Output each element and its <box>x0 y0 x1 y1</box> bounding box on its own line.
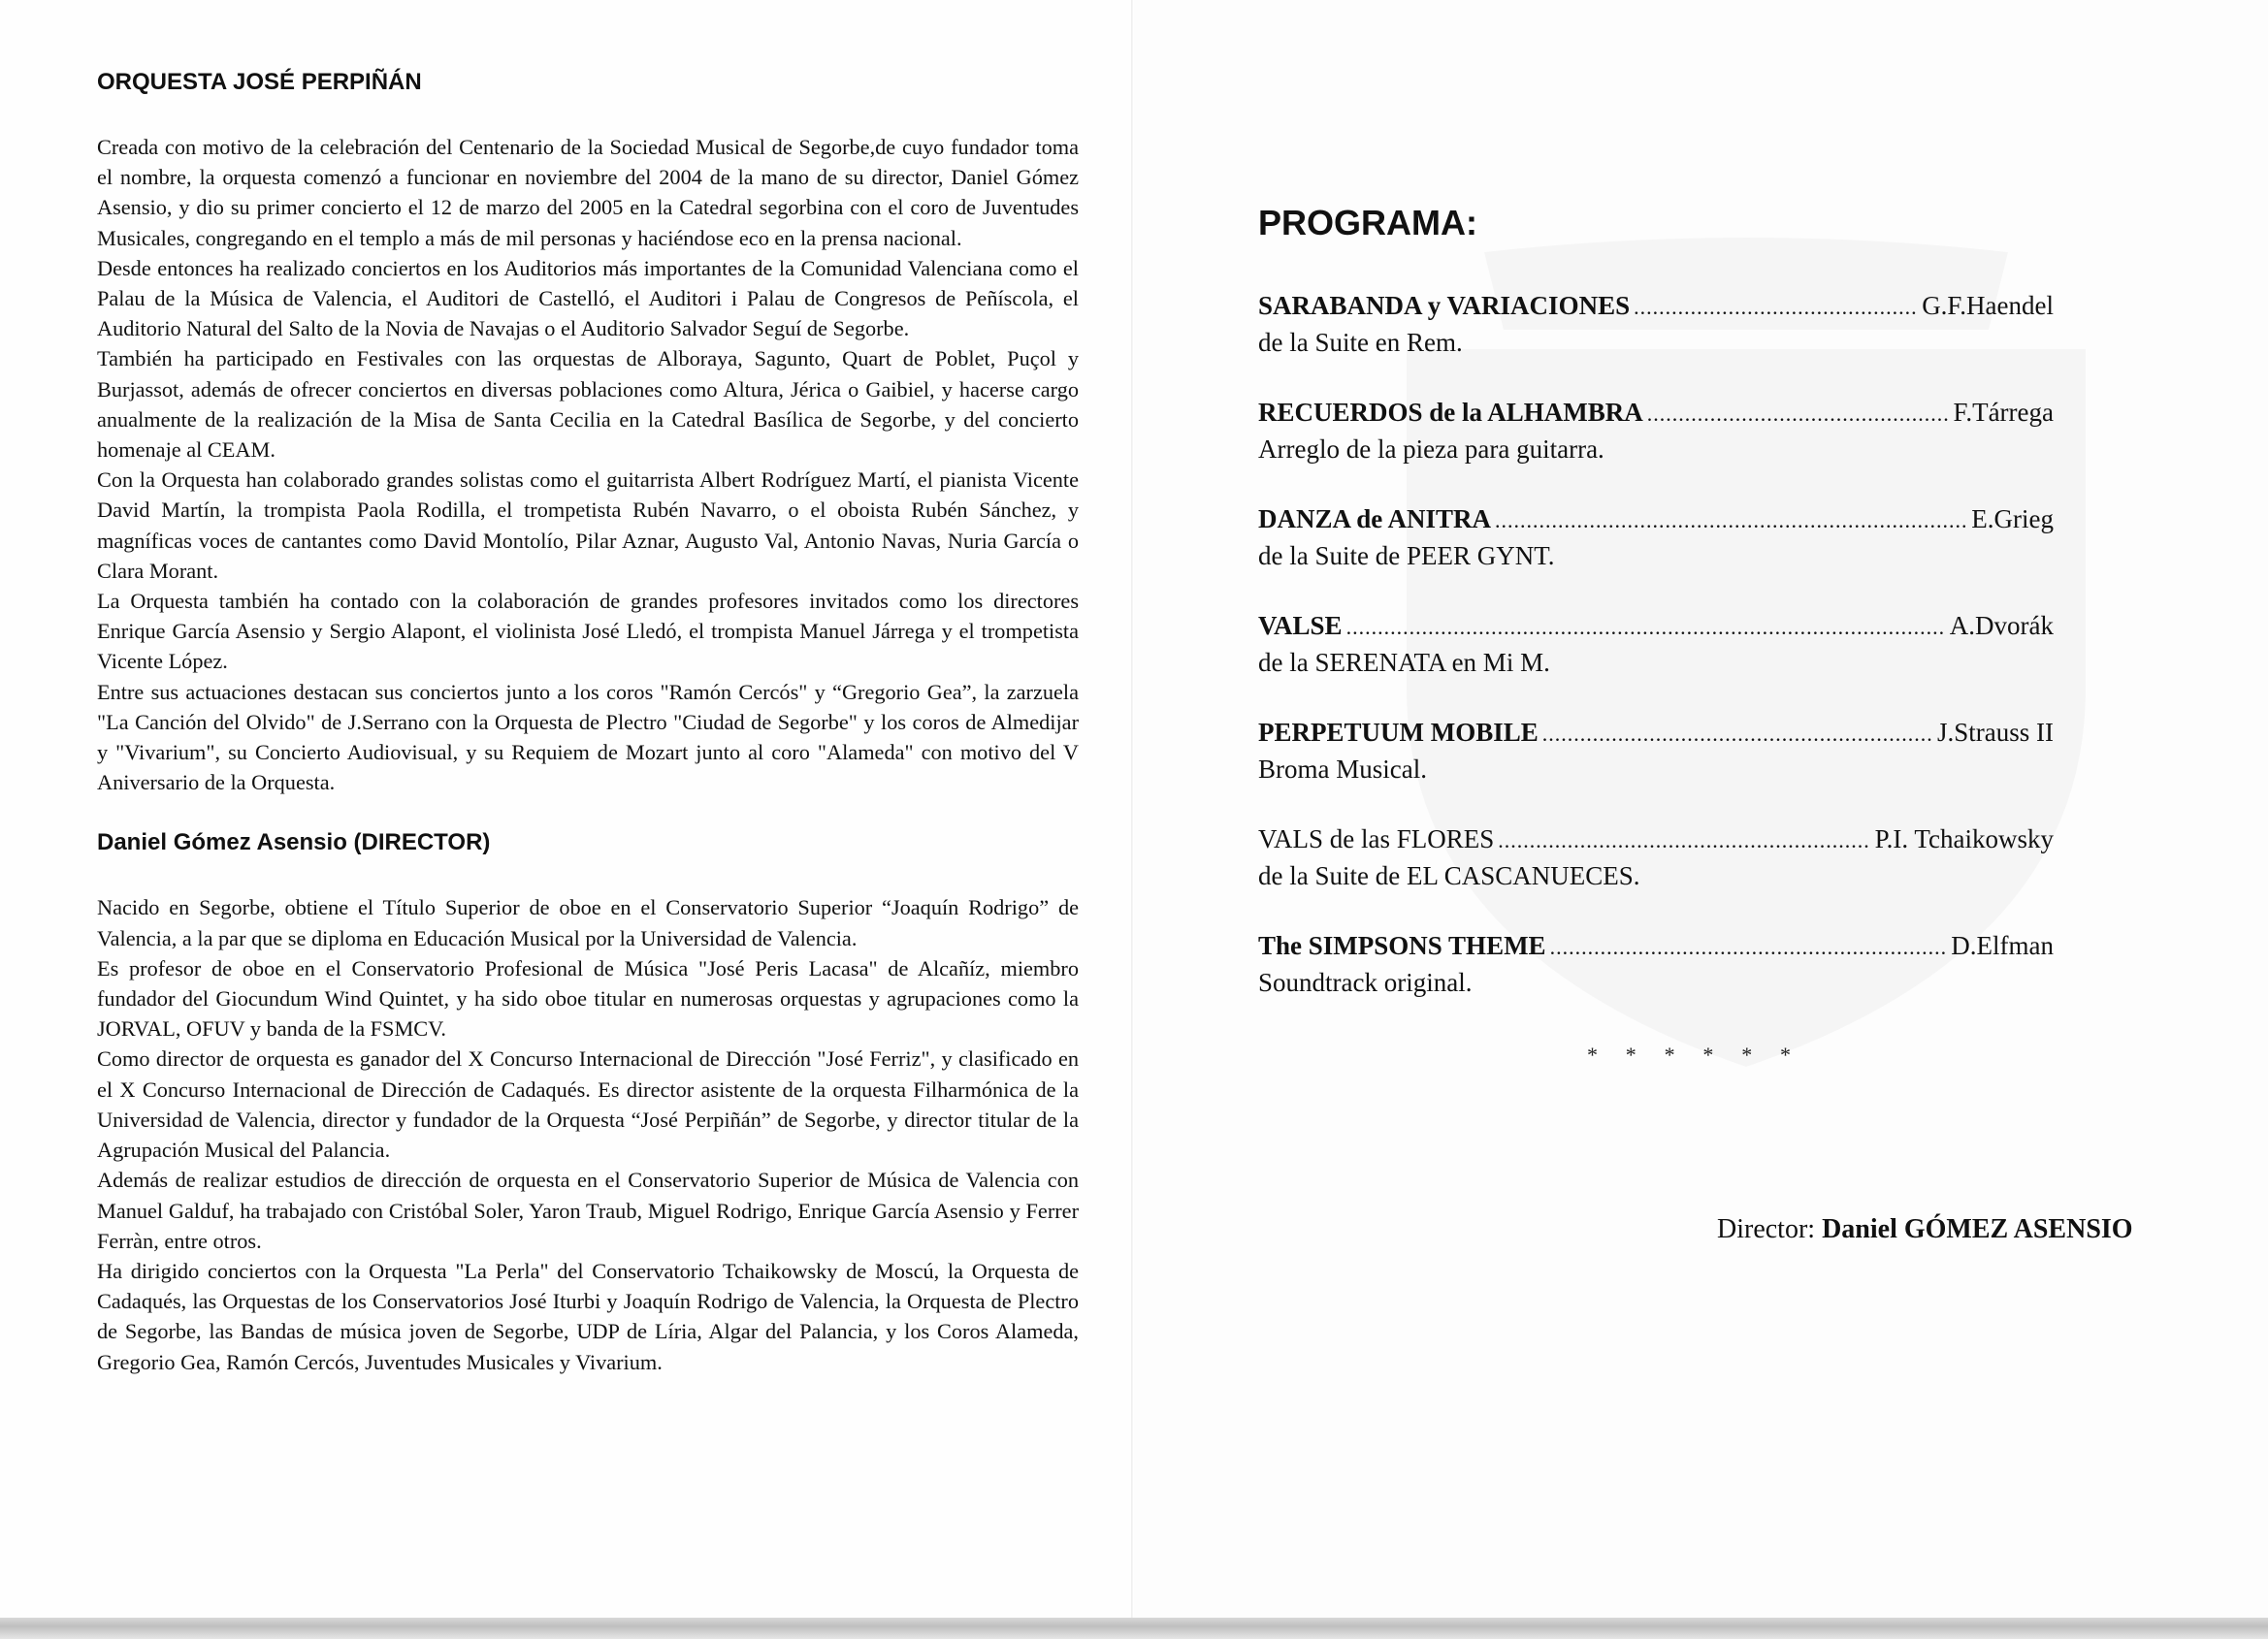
director-paragraph: Ha dirigido conciertos con la Orquesta "La Perla" del Conservatorio Tchaikowsky de Moscú, la Orquesta de Cadaqués, las Orquestas de los Conservatorios José Iturbi y Joaquín Rodrigo de Valencia, la Orquesta de Plectro de Segorbe, las Bandas de música joven de Segorbe, UDP de Líria, Algar del Palancia, y los Coros Alameda, Gregorio Gea, Ramón Cercós, Juventudes Musicales y Vivarium. <box>97 1258 1079 1374</box>
star-icon: * <box>1587 1043 1598 1067</box>
piece-title: PERPETUUM MOBILE <box>1258 718 1539 747</box>
piece-title: The SIMPSONS THEME <box>1258 931 1546 960</box>
leader-dots <box>1495 503 1967 538</box>
star-icon: * <box>1664 1043 1675 1067</box>
orchestra-heading: ORQUESTA JOSÉ PERPIÑÁN <box>97 69 422 95</box>
program-item <box>1258 928 2054 1000</box>
director-bio <box>97 892 1079 1376</box>
star-separator <box>1587 1043 1791 1068</box>
composer: D.Elfman <box>1951 931 2054 960</box>
program-item <box>1258 395 2054 466</box>
composer: J.Strauss II <box>1937 718 2054 747</box>
composer: P.I. Tchaikowsky <box>1874 824 2054 853</box>
piece-description: de la Suite en Rem. <box>1258 328 1463 357</box>
leader-dots <box>1647 397 1950 432</box>
orchestra-paragraph: Creada con motivo de la celebración del Centenario de la Sociedad Musical de Segorbe,de cuyo fundador toma el nombre, la orquesta comenzó a funcionar en noviembre del 2004 de la mano de su director, Daniel Gómez Asensio, y dio su primer concierto el 12 de marzo del 2005 en la Catedral segorbina con el coro de Juventudes Musicales, congregando en el templo a más de mil personas y haciéndose eco en la prensa nacional. <box>97 135 1079 250</box>
piece-description: Soundtrack original. <box>1258 968 1473 997</box>
piece-description: Arreglo de la pieza para guitarra. <box>1258 434 1604 464</box>
leader-dots <box>1498 823 1870 858</box>
piece-title: RECUERDOS de la ALHAMBRA <box>1258 398 1643 427</box>
composer: A.Dvorák <box>1949 611 2054 640</box>
programa-column <box>1258 199 2180 1035</box>
program-item <box>1258 715 2054 787</box>
star-icon: * <box>1741 1043 1753 1067</box>
piece-title: DANZA de ANITRA <box>1258 504 1492 533</box>
star-icon: * <box>1779 1043 1791 1067</box>
director-label: Director: <box>1717 1214 1816 1244</box>
director-paragraph: Es profesor de oboe en el Conservatorio Profesional de Música "José Peris Lacasa" de Alcañíz, miembro fundador del Giocundum Wind Quintet, y ha sido oboe titular en numerosas orquestas y agrupaciones como la JORVAL, OFUV y banda de la FSMCV. <box>97 955 1079 1042</box>
program-item <box>1258 501 2054 573</box>
orchestra-paragraph: Entre sus actuaciones destacan sus conciertos junto a los coros "Ramón Cercós" y “Gregorio Gea”, la zarzuela "La Canción del Olvido" de J.Serrano con la Orquesta de Plectro "Ciudad de Segorbe" y los coros de Almedijar y "Vivarium", su Concierto Audiovisual, y su Requiem de Mozart junto al coro "Alameda" con motivo del V Aniversario de la Orquesta. <box>97 679 1079 795</box>
piece-title: VALS de las FLORES <box>1258 824 1495 853</box>
orchestra-paragraph: También ha participado en Festivales con las orquestas de Alboraya, Sagunto, Quart de Poblet, Puçol y Burjassot, además de ofrecer conciertos en diversas poblaciones como Altura, Jérica o Gaibiel, y hacerse cargo anualmente de la realización de la Misa de Santa Cecilia en la Catedral Basílica de Segorbe, y del concierto homenaje al CEAM. <box>97 346 1079 463</box>
piece-description: de la Suite de EL CASCANUECES. <box>1258 861 1640 890</box>
leader-dots <box>1550 930 1948 965</box>
orchestra-paragraph: Desde entonces ha realizado conciertos en los Auditorios más importantes de la Comunidad Valenciana como el Palau de la Música de Valencia, el Auditori de Castelló, el Auditori i Palau de Congresos de Peñíscola, el Auditorio Natural del Salto de la Novia de Navajas o el Auditorio Salvador Seguí de Segorbe. <box>97 255 1079 341</box>
composer: F.Tárrega <box>1953 398 2054 427</box>
orchestra-bio <box>97 132 1079 797</box>
program-item <box>1258 821 2054 893</box>
piece-title: SARABANDA y VARIACIONES <box>1258 291 1631 320</box>
director-paragraph: Nacido en Segorbe, obtiene el Título Superior de oboe en el Conservatorio Superior “Joaquín Rodrigo” de Valencia, a la par que se diploma en Educación Musical por la Universidad de Valencia. <box>97 895 1079 950</box>
composer: E.Grieg <box>1971 504 2054 533</box>
director-paragraph: Además de realizar estudios de dirección de orquesta en el Conservatorio Superior de Música de Valencia con Manuel Galduf, ha trabajado con Cristóbal Soler, Yaron Traub, Miguel Rodrigo, Enrique García Asensio y Ferrer Ferràn, entre otros. <box>97 1168 1079 1253</box>
director-paragraph: Como director de orquesta es ganador del X Concurso Internacional de Dirección "José Ferriz", y clasificado en el X Concurso Internacional de Dirección de Cadaqués. Es director asistente de la orquesta Filharmónica de la Universidad de Valencia, director y fundador de la Orquesta “José Perpiñán” de Segorbe, y director titular de la Agrupación Musical del Palancia. <box>97 1046 1079 1163</box>
program-item <box>1258 288 2054 360</box>
director-credit <box>1717 1214 2133 1245</box>
leader-dots <box>1634 290 1918 325</box>
star-icon: * <box>1702 1043 1714 1067</box>
piece-description: Broma Musical. <box>1258 755 1427 784</box>
composer: G.F.Haendel <box>1922 291 2054 320</box>
program-item <box>1258 608 2054 680</box>
director-heading: Daniel Gómez Asensio (DIRECTOR) <box>97 829 491 856</box>
leader-dots <box>1542 717 1933 752</box>
left-column <box>97 66 1079 1377</box>
orchestra-paragraph: La Orquesta también ha contado con la colaboración de grandes profesores invitados como los directores Enrique García Asensio y Sergio Alapont, el violinista José Lledó, el trompista Manuel Járrega y el trompetista Vicente López. <box>97 589 1079 674</box>
orchestra-paragraph: Con la Orquesta han colaborado grandes solistas como el guitarrista Albert Rodríguez Martí, el pianista Vicente David Martín, la trompista Paola Rodilla, el trompetista Rubén Navarro, o el oboista Rubén Sánchez, y magníficas voces de cantantes como David Montolío, Pilar Aznar, Augusto Val, Antonio Navas, Nuria García o Clara Morant. <box>97 467 1079 583</box>
piece-description: de la SERENATA en Mi M. <box>1258 648 1550 677</box>
director-name: Daniel GÓMEZ ASENSIO <box>1822 1214 2133 1244</box>
piece-title: VALSE <box>1258 611 1343 640</box>
scan-bottom-edge <box>0 1618 2268 1639</box>
programa-heading: PROGRAMA: <box>1258 203 1477 242</box>
page-fold <box>1131 0 1133 1618</box>
leader-dots <box>1346 610 1946 645</box>
piece-description: de la Suite de PEER GYNT. <box>1258 541 1555 570</box>
star-icon: * <box>1625 1043 1636 1067</box>
